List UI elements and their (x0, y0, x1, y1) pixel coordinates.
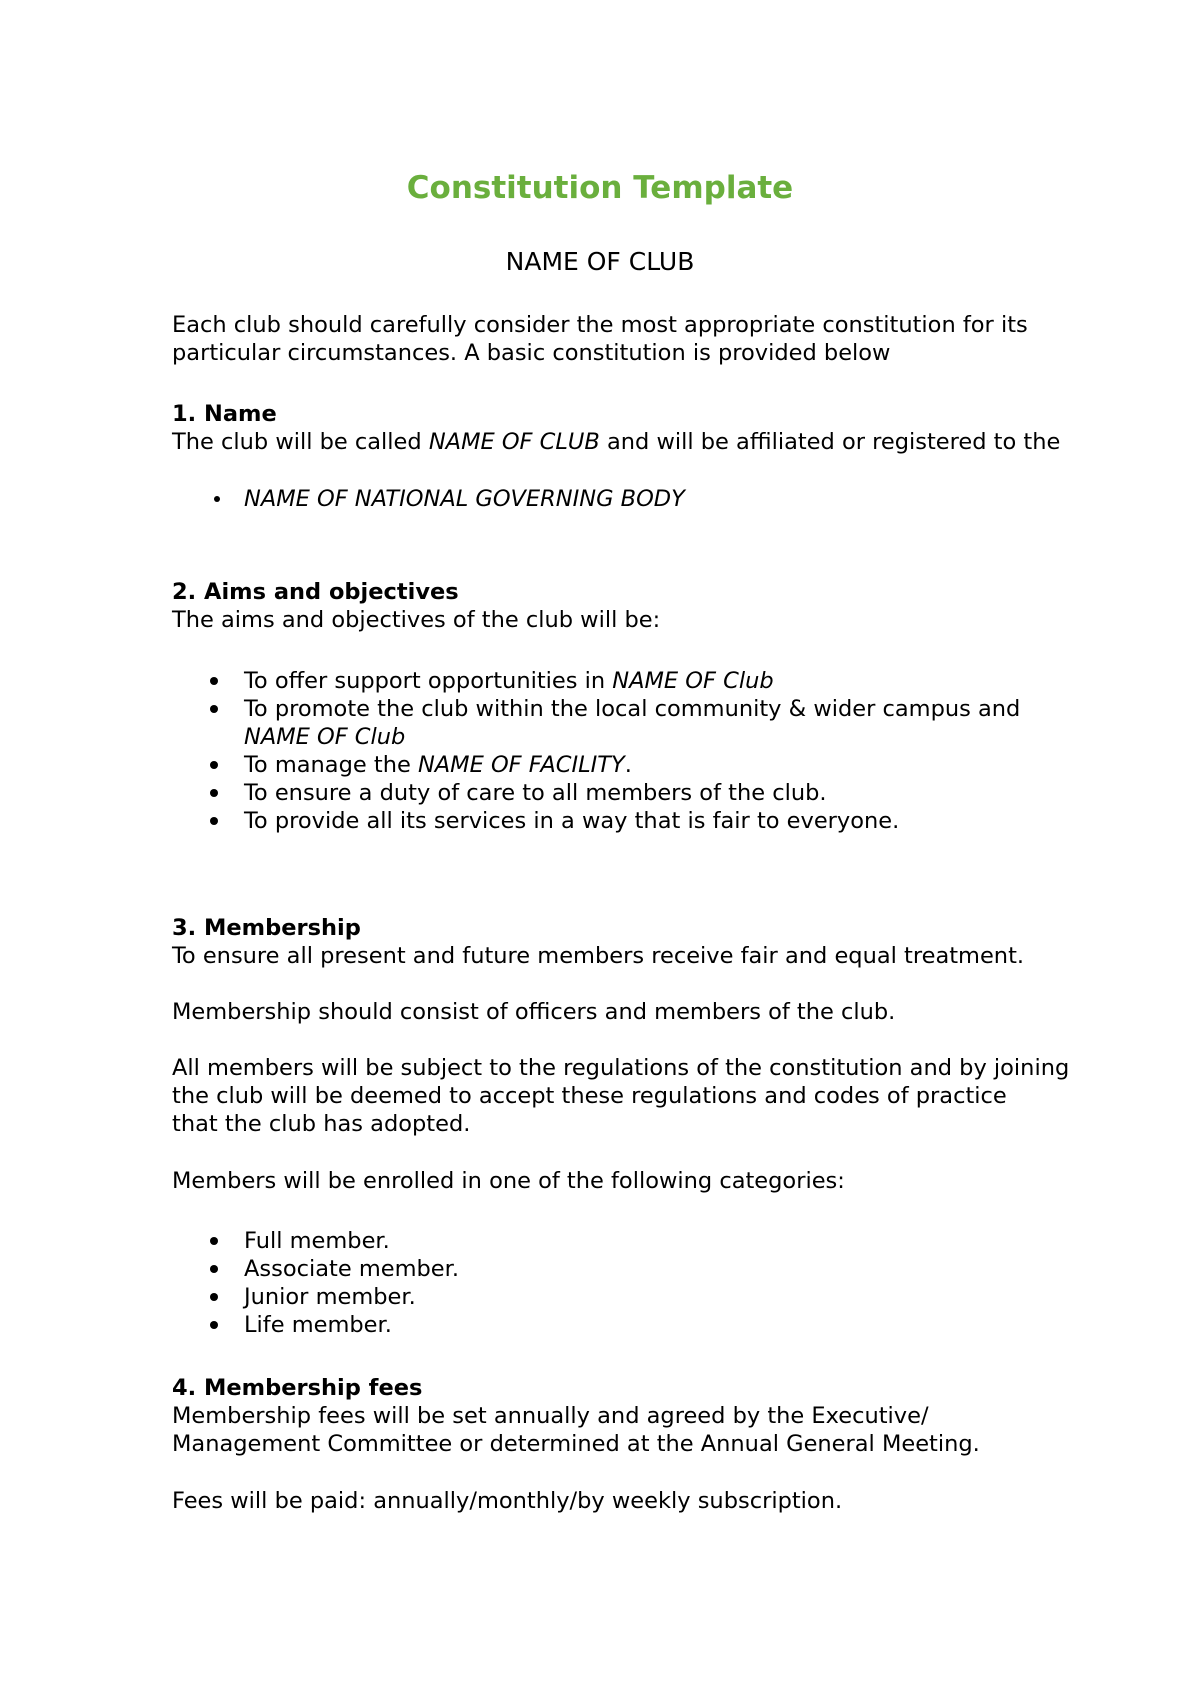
membership-paragraph-2: Membership should consist of officers and members of the club. (172, 999, 896, 1025)
bullet-icon (214, 496, 220, 502)
bullet-icon (210, 817, 218, 825)
bullet-icon (210, 1321, 218, 1329)
section-1-text: The club will be called NAME OF CLUB and will be affiliated or registered to the (172, 429, 1061, 455)
aim-item-1: To offer support opportunities in NAME OF Club (244, 668, 774, 694)
bullet-icon (210, 1237, 218, 1245)
bullet-icon (210, 761, 218, 769)
membership-paragraph-4: Members will be enrolled in one of the following categories: (172, 1168, 845, 1194)
membership-paragraph-3-line-1: All members will be subject to the regulations of the constitution and by joining (172, 1055, 1070, 1081)
membership-paragraph-3-line-2: the club will be deemed to accept these regulations and codes of practice (172, 1083, 1007, 1109)
category-item: Life member. (244, 1312, 392, 1338)
section-2-heading: 2. Aims and objectives (172, 579, 459, 605)
aim-item-2-continued: NAME OF Club (244, 724, 406, 750)
section-2-text: The aims and objectives of the club will be: (172, 607, 661, 633)
aim-item-4: To ensure a duty of care to all members of the club. (244, 780, 827, 806)
section-4-heading: 4. Membership fees (172, 1375, 423, 1401)
club-name-heading: NAME OF CLUB (505, 247, 695, 276)
section-1-heading: 1. Name (172, 401, 277, 427)
section-3-heading: 3. Membership (172, 915, 361, 941)
bullet-icon (210, 705, 218, 713)
bullet-icon (210, 1293, 218, 1301)
aim-item-5: To provide all its services in a way that is fair to everyone. (244, 808, 900, 834)
fees-paragraph-1-line-1: Membership fees will be set annually and agreed by the Executive/ (172, 1403, 929, 1429)
membership-paragraph-1: To ensure all present and future members receive fair and equal treatment. (172, 943, 1025, 969)
intro-line-1: Each club should carefully consider the most appropriate constitution for its (172, 312, 1028, 338)
category-item: Full member. (244, 1228, 390, 1254)
intro-line-2: particular circumstances. A basic constitution is provided below (172, 340, 891, 366)
membership-paragraph-3-line-3: that the club has adopted. (172, 1111, 471, 1137)
governing-body-item: NAME OF NATIONAL GOVERNING BODY (244, 486, 685, 512)
fees-paragraph-1-line-2: Management Committee or determined at the Annual General Meeting. (172, 1431, 980, 1457)
document-title: Constitution Template (406, 170, 794, 206)
bullet-icon (210, 1265, 218, 1273)
aim-item-2: To promote the club within the local community & wider campus and (244, 696, 1021, 722)
category-item: Junior member. (244, 1284, 416, 1310)
bullet-icon (210, 677, 218, 685)
category-item: Associate member. (244, 1256, 459, 1282)
bullet-icon (210, 789, 218, 797)
aim-item-3: To manage the NAME OF FACILITY. (244, 752, 632, 778)
fees-paragraph-2: Fees will be paid: annually/monthly/by weekly subscription. (172, 1488, 843, 1514)
